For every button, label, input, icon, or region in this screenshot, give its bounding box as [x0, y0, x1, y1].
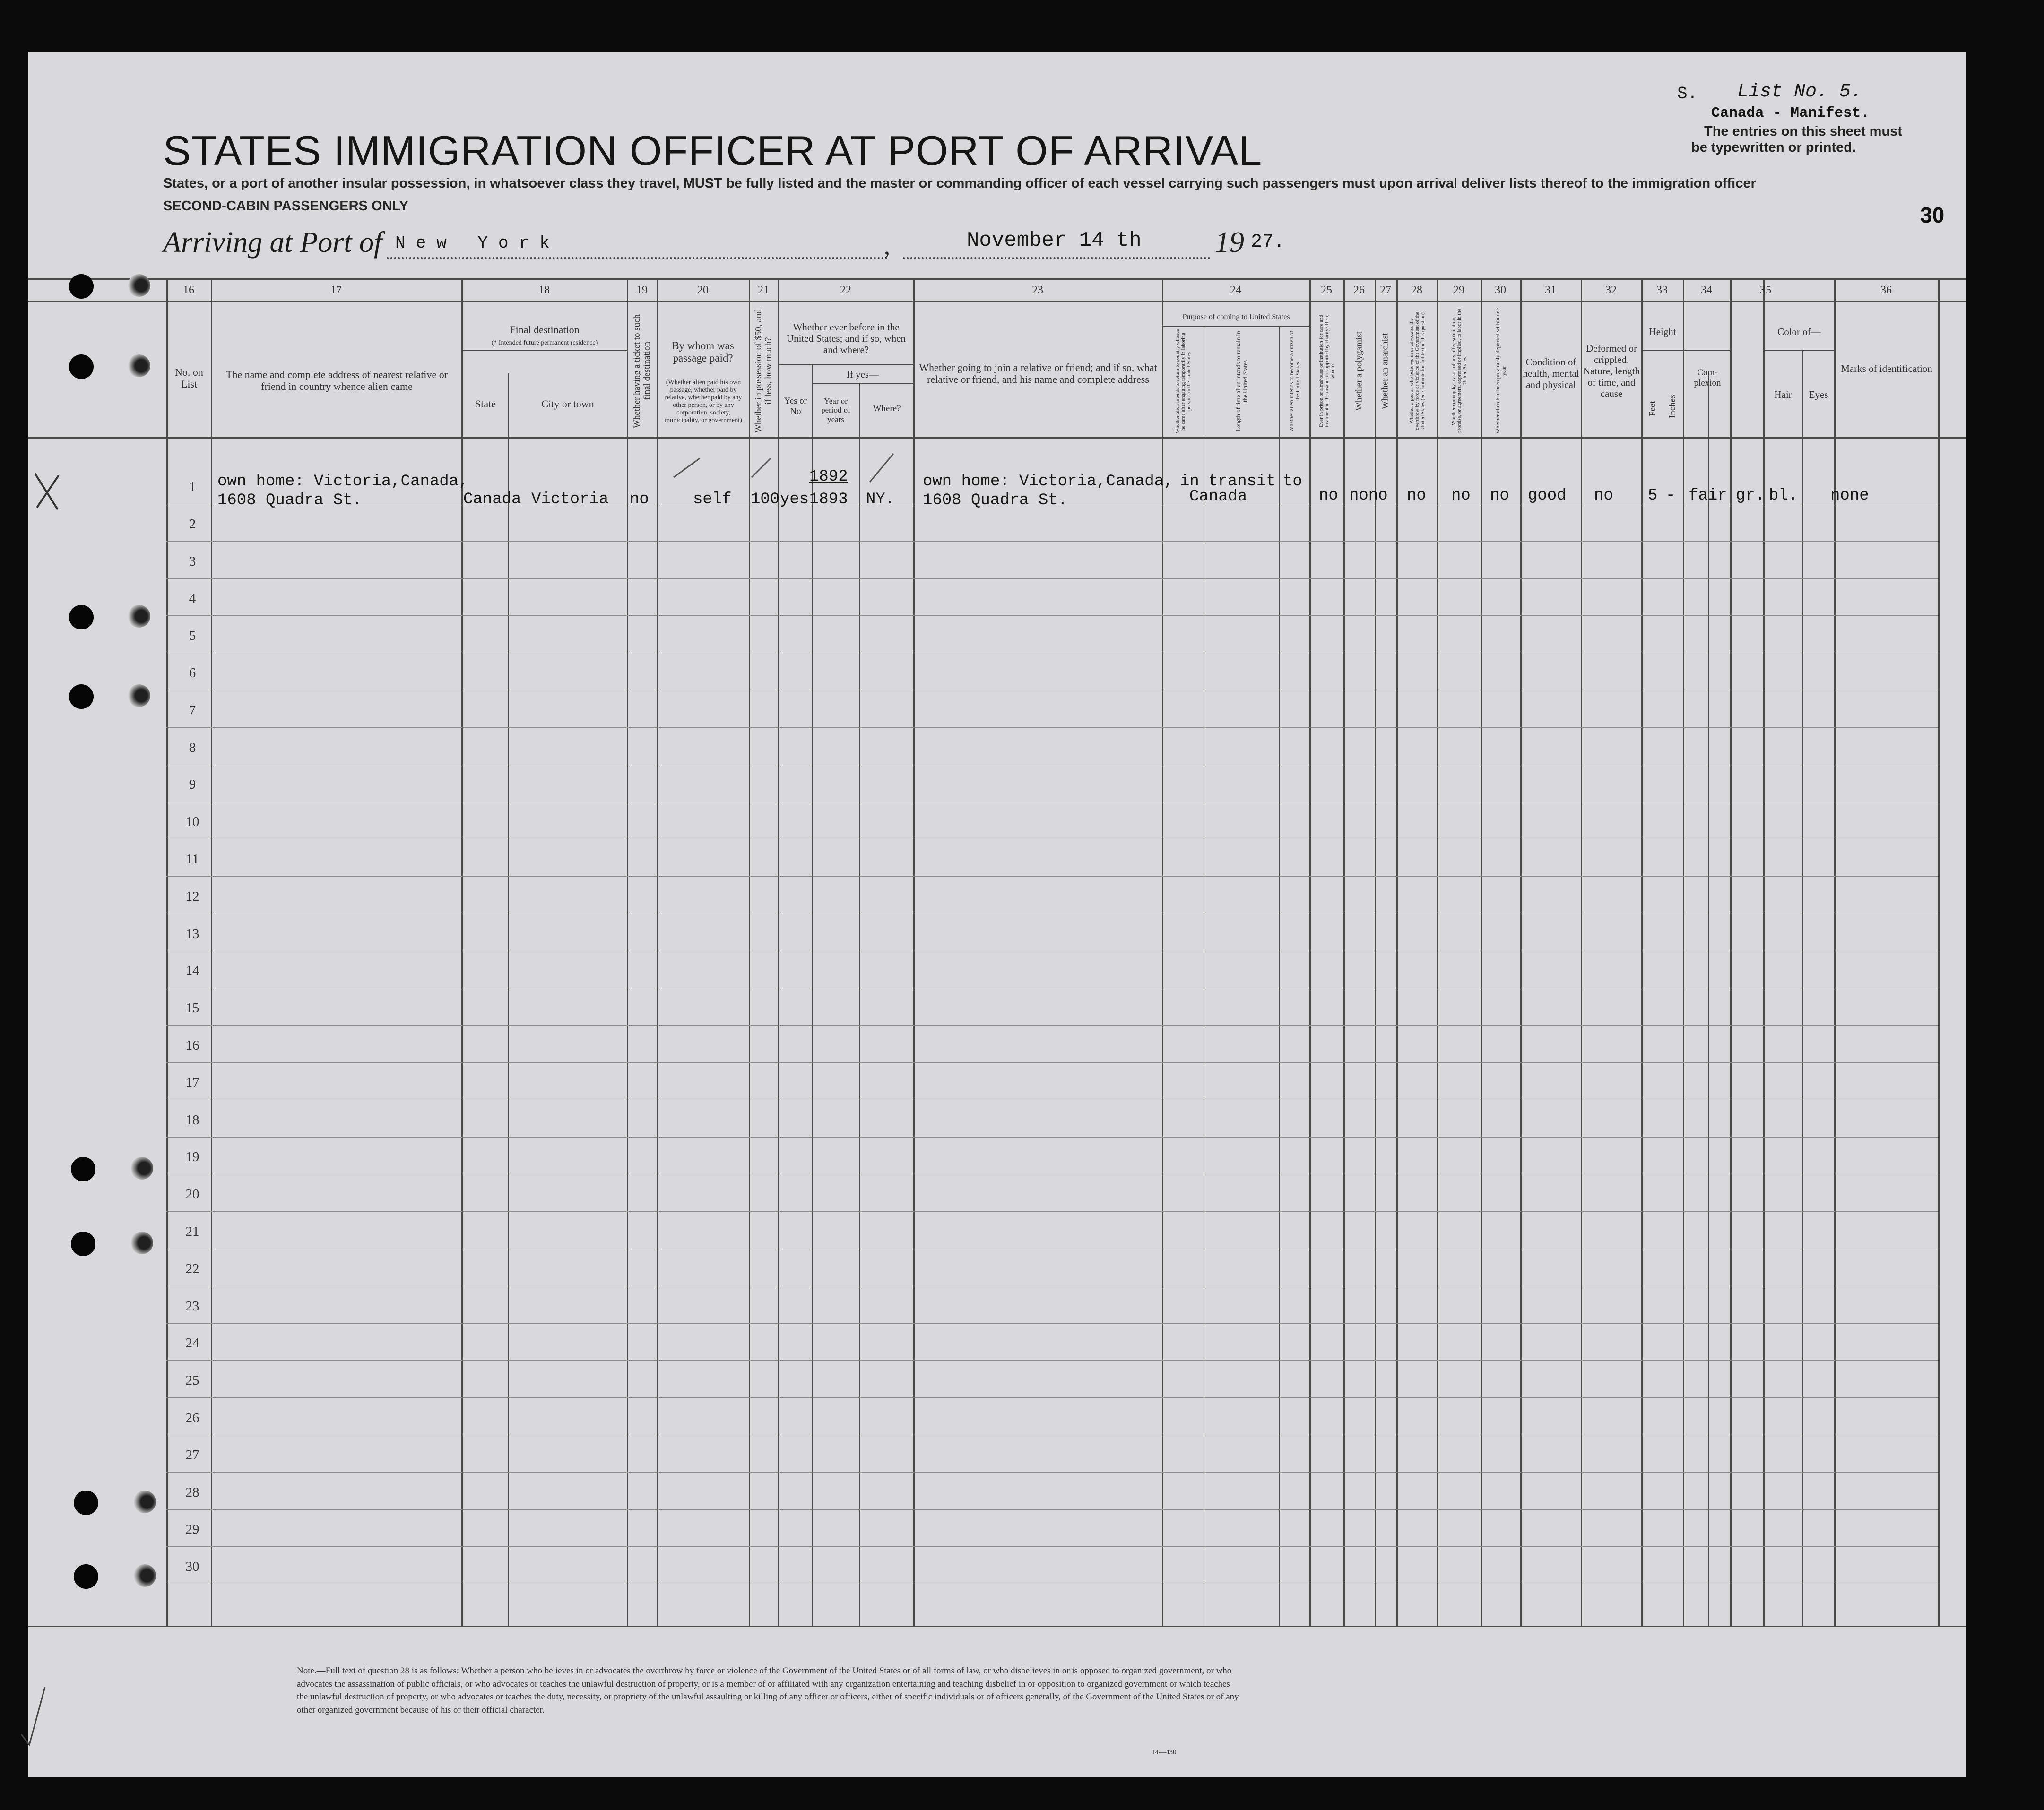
column-number: 20	[697, 284, 709, 296]
subheader-rule	[1162, 326, 1309, 327]
row-number: 14	[185, 963, 199, 978]
instruction-line-1: The entries on this sheet must	[1704, 124, 1902, 139]
column-number: 31	[1545, 284, 1556, 296]
header-passage-paid: By whom was passage paid?	[672, 339, 734, 364]
row-number: 18	[185, 1112, 199, 1128]
row-rule	[166, 876, 1938, 877]
row-number: 17	[185, 1075, 199, 1090]
binding-hole	[74, 1491, 98, 1515]
row-rule	[166, 1546, 1938, 1547]
row-number: 21	[185, 1224, 199, 1239]
entry-ticket: no	[630, 491, 649, 509]
binding-ring	[130, 1232, 153, 1254]
row-number: 30	[185, 1559, 199, 1574]
col-sep	[1437, 278, 1438, 1626]
header-city: City or town	[541, 398, 594, 410]
page-number: 30	[1920, 203, 1945, 227]
column-number: 36	[1880, 284, 1892, 296]
check-mark	[19, 1682, 47, 1749]
header-question-28: Whether a person who believes in or advocates the overthrow by force or violence of the Government of the United States (See footnote for full text of this question)	[1408, 311, 1426, 431]
col-sep	[1481, 278, 1482, 1626]
header-passage-paid-note: (Whether alien paid his own passage, whether paid by relative, whether paid by any other person, or by any corporation, society, municipality, or government)	[665, 379, 742, 424]
list-prefix: S.	[1677, 84, 1698, 103]
x-mark	[28, 468, 66, 515]
row-number: 28	[185, 1485, 199, 1500]
entry-year-2: 1893	[809, 491, 848, 509]
column-number: 29	[1453, 284, 1464, 296]
binding-hole	[69, 354, 94, 379]
pen-strokes	[671, 440, 908, 491]
header-anarchist: Whether an anarchist	[1380, 333, 1390, 409]
column-number: 22	[840, 284, 851, 296]
header-before-in-us: Whether ever before in the United States; and if so, when and where?	[787, 321, 906, 356]
subheader-rule	[1763, 350, 1834, 351]
entry-q26-27: nono	[1349, 487, 1388, 505]
column-number: 28	[1411, 284, 1422, 296]
row-rule	[166, 541, 1938, 542]
entry-passage: self	[693, 491, 732, 509]
col-sep	[1581, 278, 1582, 1626]
form-number: 14—430	[1152, 1749, 1177, 1756]
col-sep	[627, 278, 628, 1626]
binding-hole	[71, 1232, 95, 1256]
column-number: 18	[538, 284, 550, 296]
binding-ring	[128, 354, 150, 377]
entry-city: Victoria	[531, 491, 609, 509]
port-value: New York	[395, 233, 560, 253]
row-number: 1	[189, 479, 196, 494]
entry-eyes: bl.	[1769, 487, 1798, 505]
year-suffix: 27.	[1251, 232, 1285, 253]
entry-hair: gr.	[1736, 487, 1765, 505]
row-rule	[166, 1472, 1938, 1473]
col-sep	[812, 364, 813, 1626]
header-prison: Ever in prison or almshouse or institution for care and treatment of the insane, or supported by charity? If so, which?	[1318, 314, 1336, 428]
row-number: 9	[189, 777, 196, 792]
column-number: 35	[1760, 284, 1771, 296]
entry-health: good	[1528, 487, 1567, 505]
header-feet: Feet	[1647, 401, 1658, 417]
entry-purpose-4: Canada	[1189, 488, 1247, 506]
header-purpose: Purpose of coming to United States	[1182, 312, 1290, 321]
row-number: 10	[185, 814, 199, 829]
binding-ring	[133, 1564, 156, 1587]
header-marks: Marks of identification	[1841, 362, 1932, 374]
column-number: 21	[758, 284, 769, 296]
column-number: 19	[636, 284, 648, 296]
footnote-question-28: Note.—Full text of question 28 is as follows: Whether a person who believes in or advocates the overthrow by force or violence of the Government of the United States or of all forms of law, or who disbelieves in or is opposed to organized government, or who advocates the assassination of public officials, or who advocates or teaches the unlawful destruction of property, or is a member of or affiliated with any organization entertaining and teaching disbelief in or opposition to organized government or which teaches the unlawful destruction of property, or who advocates or teaches the duty, necessity, or propriety of the unlawful assaulting or killing of any officer or officers, either of specific individuals or of officers generally, of the Government of the United States or of any other organized government because of his or their official character.	[297, 1666, 1239, 1715]
header-where: Where?	[873, 404, 901, 414]
row-rule	[166, 1360, 1938, 1361]
row-rule	[166, 615, 1938, 616]
port-underline	[387, 255, 888, 259]
column-number: 24	[1230, 284, 1241, 296]
table-bottom-border	[28, 1626, 1966, 1627]
binding-ring	[128, 605, 150, 628]
col-sep	[1343, 278, 1345, 1626]
header-no-on-list: No. on List	[175, 366, 203, 390]
instruction-line-2: be typewritten or printed.	[1691, 140, 1856, 155]
header-state: State	[475, 398, 496, 410]
entry-q30: no	[1490, 487, 1509, 505]
entry-q25: no	[1319, 487, 1338, 505]
header-complexion: Com-plexion	[1694, 368, 1721, 388]
row-number: 27	[185, 1448, 199, 1463]
entry-where: NY.	[866, 491, 895, 509]
header-nearest-relative: The name and complete address of nearest relative or friend in country whence alien came	[225, 368, 448, 392]
header-question-29: Whether coming by reason of any offer, solicitation, promise, or agreement, expressed or implied, to labor in the United States	[1450, 309, 1468, 433]
row-number: 20	[185, 1187, 199, 1202]
binding-hole	[69, 684, 94, 709]
entry-joining-line-2: 1608 Quadra St.	[923, 491, 1068, 509]
entry-money: 100	[751, 491, 780, 509]
col-sep	[1834, 278, 1836, 1626]
form-title: STATES IMMIGRATION OFFICER AT PORT OF ARRIVAL	[163, 127, 1263, 174]
row-number: 4	[189, 591, 196, 606]
header-inches: Inches	[1667, 395, 1678, 418]
row-number: 5	[189, 628, 196, 643]
header-polygamist: Whether a polygamist	[1354, 331, 1364, 411]
header-purpose-citizen: Whether alien intends to become a citizen of the United States	[1288, 330, 1301, 432]
header-health: Condition of health, mental and physical	[1523, 356, 1579, 391]
header-joining: Whether going to join a relative or friend; and if so, what relative or friend, and his name and complete address	[919, 361, 1157, 385]
year-prefix: 19	[1215, 226, 1244, 259]
entry-deformed: no	[1594, 487, 1613, 505]
row-number: 8	[189, 740, 196, 755]
row-number: 15	[185, 1000, 199, 1016]
header-color-of: Color of—	[1777, 326, 1821, 337]
header-purpose-length: Length of time alien intends to remain in the United States	[1234, 331, 1248, 432]
col-sep	[1938, 278, 1940, 1626]
subheader-rule	[778, 364, 913, 365]
row-rule	[166, 1211, 1938, 1212]
row-rule	[166, 727, 1938, 728]
binding-hole	[69, 605, 94, 629]
column-number: 27	[1380, 284, 1391, 296]
arrival-date: November 14 th	[967, 229, 1142, 252]
header-height: Height	[1649, 326, 1676, 337]
cabin-class-notice: SECOND-CABIN PASSENGERS ONLY	[163, 198, 408, 214]
row-rule	[166, 1509, 1938, 1510]
entry-inches: -	[1666, 487, 1676, 505]
column-number: 17	[330, 284, 342, 296]
column-number: 30	[1495, 284, 1506, 296]
row-rule	[166, 1137, 1938, 1138]
entry-complexion: fair	[1689, 487, 1727, 505]
entry-joining-line-1: own home: Victoria,Canada,	[923, 473, 1174, 491]
row-number: 2	[189, 517, 196, 532]
header-question-30: Whether alien had been previously deported within one year	[1494, 308, 1507, 434]
binding-hole	[71, 1157, 95, 1181]
col-sep	[1683, 278, 1684, 1626]
col-sep	[657, 278, 658, 1626]
header-deformed: Deformed or crippled. Nature, length of time, and cause	[1583, 342, 1640, 400]
entry-q29: no	[1451, 487, 1471, 505]
header-final-destination: Final destination	[510, 324, 580, 336]
row-rule	[166, 1062, 1938, 1063]
col-sep	[1763, 278, 1765, 1626]
row-number: 3	[189, 554, 196, 569]
row-number: 22	[185, 1261, 199, 1276]
binding-ring	[128, 684, 150, 707]
manifest-sheet	[28, 52, 1966, 1777]
col-sep	[508, 373, 509, 1626]
column-number: 26	[1353, 284, 1365, 296]
header-year-period: Year or period of years	[821, 396, 850, 424]
col-sep	[1375, 278, 1376, 1626]
row-number: 19	[185, 1149, 199, 1164]
list-number: List No. 5.	[1737, 81, 1862, 103]
binding-hole	[69, 274, 94, 299]
row-number: 11	[186, 852, 199, 867]
col-sep	[1520, 278, 1522, 1626]
header-final-destination-note: (* Intended future permanent residence)	[491, 339, 598, 346]
col-sep	[859, 383, 860, 1626]
header-ticket: Whether having a ticket to such final destination	[632, 314, 652, 428]
header-eyes: Eyes	[1809, 388, 1828, 400]
entry-purpose-1: in	[1180, 473, 1199, 491]
col-sep	[1641, 278, 1643, 1626]
row-rule	[166, 1025, 1938, 1026]
entry-before: yes	[780, 491, 809, 509]
row-number: 26	[185, 1410, 199, 1425]
row-number: 16	[185, 1038, 199, 1053]
column-number-border	[28, 301, 1966, 302]
column-number: 34	[1701, 284, 1712, 296]
column-number: 23	[1032, 284, 1043, 296]
column-number: 32	[1605, 284, 1617, 296]
arriving-label: Arriving at Port of	[163, 226, 382, 259]
binding-hole	[74, 1564, 98, 1589]
entry-relative-line-2: 1608 Quadra St.	[217, 491, 363, 509]
row-number: 25	[185, 1373, 199, 1388]
entry-q28: no	[1407, 487, 1426, 505]
col-sep	[1396, 278, 1398, 1626]
header-bottom-border	[28, 437, 1966, 439]
header-if-yes: If yes—	[846, 368, 879, 380]
binding-ring	[133, 1491, 156, 1513]
col-sep	[1730, 278, 1732, 1626]
row-number: 13	[185, 926, 199, 941]
col-sep	[1309, 278, 1311, 1626]
row-number: 24	[185, 1336, 199, 1351]
entry-purpose-2: transit	[1208, 473, 1276, 491]
subheader-rule	[461, 350, 627, 351]
entry-marks: none	[1830, 487, 1869, 505]
entry-relative-line-1: own home: Victoria,Canada,	[217, 473, 468, 491]
column-number: 16	[183, 284, 194, 296]
binding-ring	[128, 274, 150, 297]
row-number: 6	[189, 665, 196, 681]
entry-year-1: 1892	[809, 468, 848, 486]
date-underline	[903, 255, 1210, 259]
column-number: 25	[1321, 284, 1332, 296]
col-sep	[913, 278, 915, 1626]
entry-state: Canada	[463, 491, 521, 509]
header-purpose-return: Whether alien intends to return to country whence he came after engaging temporarily in laboring pursuits in the United States	[1174, 329, 1192, 434]
row-number: 7	[189, 703, 196, 718]
header-money: Whether in possession of $50, and if less, how much?	[754, 309, 773, 433]
comma-separator: ,	[884, 233, 890, 260]
col-sep	[1279, 326, 1280, 1626]
entry-purpose-3: to	[1283, 473, 1302, 491]
manifest-type: Canada - Manifest.	[1711, 105, 1870, 121]
row-number: 29	[185, 1522, 199, 1537]
column-number: 33	[1656, 284, 1668, 296]
notice-text: States, or a port of another insular possession, in whatsoever class they travel, MUST be fully listed and the master or commanding officer of each vessel carrying such passengers must upon arrival deliver lists thereof to the immigration officer	[163, 176, 1756, 191]
row-number: 12	[185, 889, 199, 904]
row-rule	[166, 578, 1938, 579]
binding-ring	[130, 1157, 153, 1180]
row-number: 23	[185, 1299, 199, 1314]
header-hair: Hair	[1774, 388, 1792, 400]
col-sep	[1708, 373, 1709, 1626]
header-yes-no: Yes or No	[784, 396, 807, 416]
subheader-rule	[812, 383, 913, 384]
row-rule	[166, 1323, 1938, 1324]
entry-feet: 5	[1648, 487, 1658, 505]
row-rule	[166, 1397, 1938, 1398]
